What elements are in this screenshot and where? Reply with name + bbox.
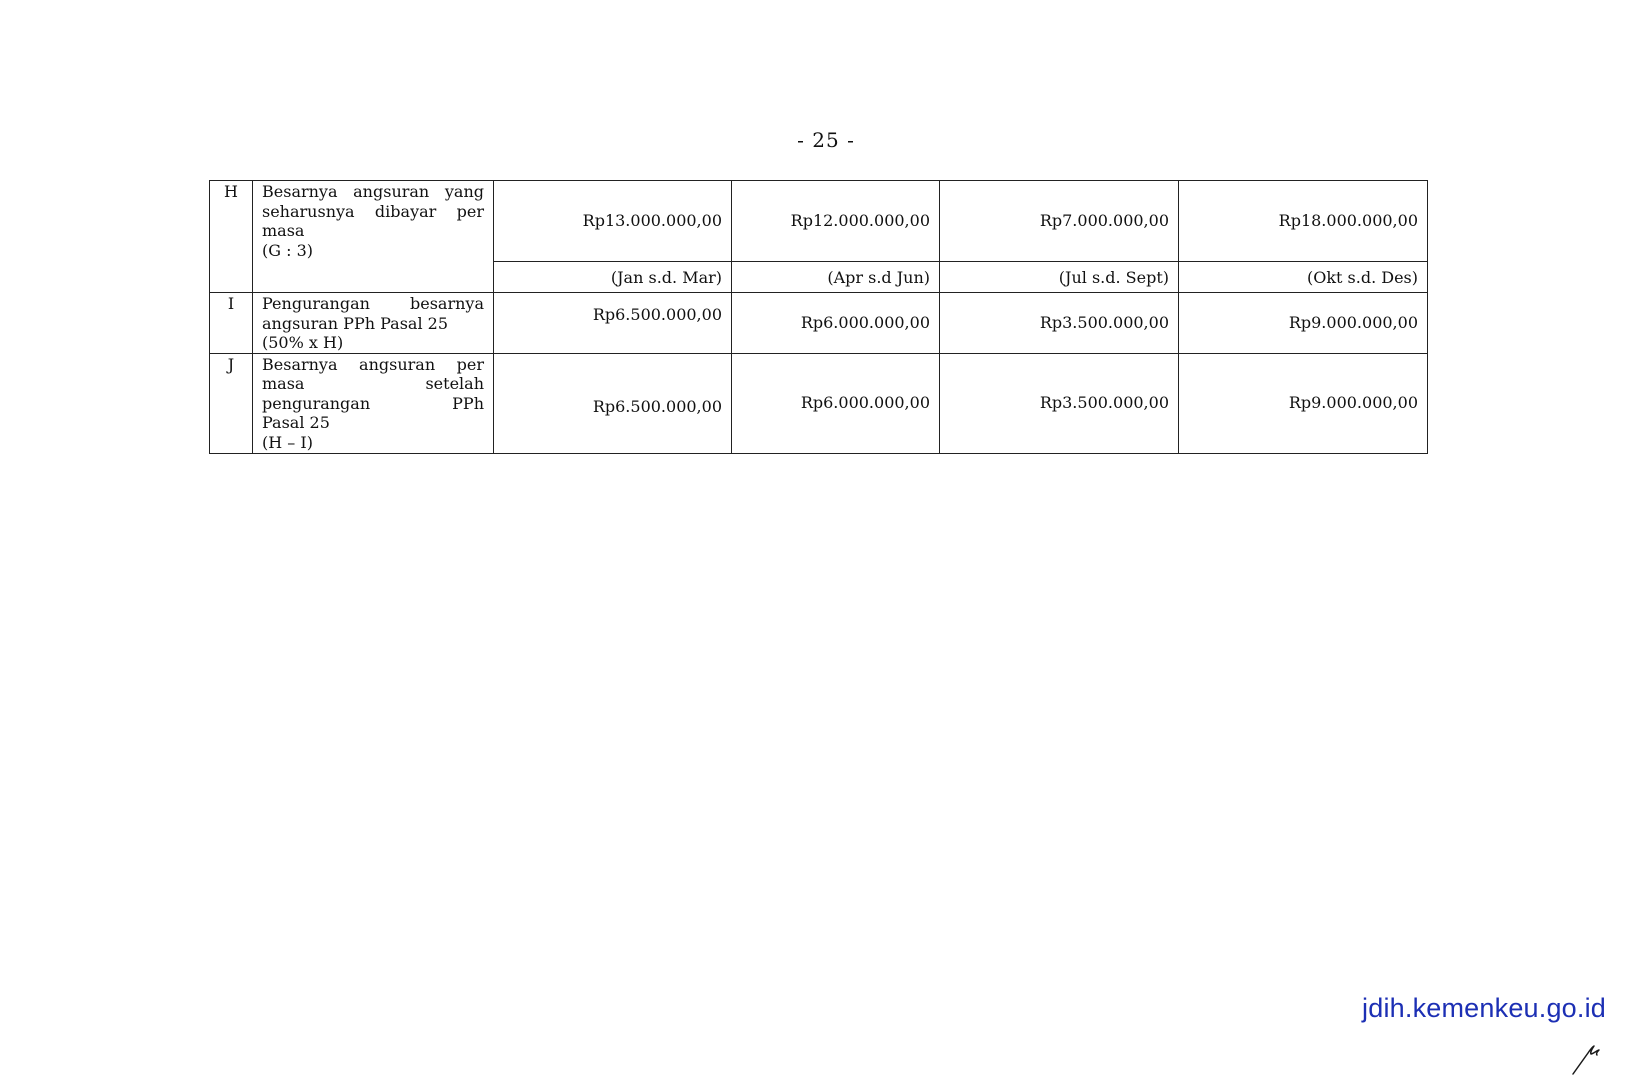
amount-cell: Rp3.500.000,00	[940, 353, 1179, 453]
description-line: Besarnya angsuran per	[262, 354, 484, 374]
installment-table	[209, 180, 1428, 454]
amount-cell: Rp6.000.000,00	[732, 353, 940, 453]
period-cell: (Jul s.d. Sept)	[940, 262, 1179, 293]
row-code-h: H	[210, 181, 253, 293]
period-cell: (Jan s.d. Mar)	[494, 262, 732, 293]
amount-value: Rp6.500.000,00	[592, 305, 722, 324]
amount-cell: Rp6.000.000,00	[732, 293, 940, 354]
row-description-i	[253, 293, 494, 354]
description-line: pengurangan PPh	[262, 393, 484, 413]
table-row-h	[210, 181, 1428, 262]
page-number: - 25 -	[797, 128, 855, 152]
row-code-i: I	[210, 293, 253, 354]
description-line: (50% x H)	[262, 333, 344, 352]
description-line: Pengurangan besarnya	[262, 294, 484, 313]
amount-cell: Rp9.000.000,00	[1179, 353, 1428, 453]
amount-cell: Rp9.000.000,00	[1179, 293, 1428, 354]
description-line: masa setelah	[262, 374, 484, 393]
amount-cell: Rp13.000.000,00	[494, 181, 732, 262]
row-description-j	[253, 353, 494, 453]
amount-cell	[494, 293, 732, 354]
row-code-j: J	[210, 353, 253, 453]
description-line: angsuran PPh Pasal 25	[262, 313, 448, 333]
description-line: (G : 3)	[262, 240, 314, 260]
description-line: (H – I)	[262, 432, 313, 452]
description-line: seharusnya dibayar per	[262, 201, 484, 221]
description-line: Besarnya angsuran yang	[262, 182, 484, 201]
period-cell: (Okt s.d. Des)	[1179, 262, 1428, 293]
description-line: masa	[262, 221, 305, 240]
source-watermark: jdih.kemenkeu.go.id	[1362, 993, 1606, 1023]
amount-cell: Rp7.000.000,00	[940, 181, 1179, 262]
handwritten-initial-icon	[1570, 1040, 1606, 1076]
amount-cell	[494, 353, 732, 453]
amount-cell: Rp3.500.000,00	[940, 293, 1179, 354]
amount-cell: Rp18.000.000,00	[1179, 181, 1428, 262]
table-row-i	[210, 293, 1428, 354]
table-row-j	[210, 353, 1428, 453]
period-cell: (Apr s.d Jun)	[732, 262, 940, 293]
amount-cell: Rp12.000.000,00	[732, 181, 940, 262]
amount-value: Rp6.500.000,00	[592, 397, 722, 417]
row-description-h	[253, 181, 494, 293]
description-line: Pasal 25	[262, 413, 330, 432]
